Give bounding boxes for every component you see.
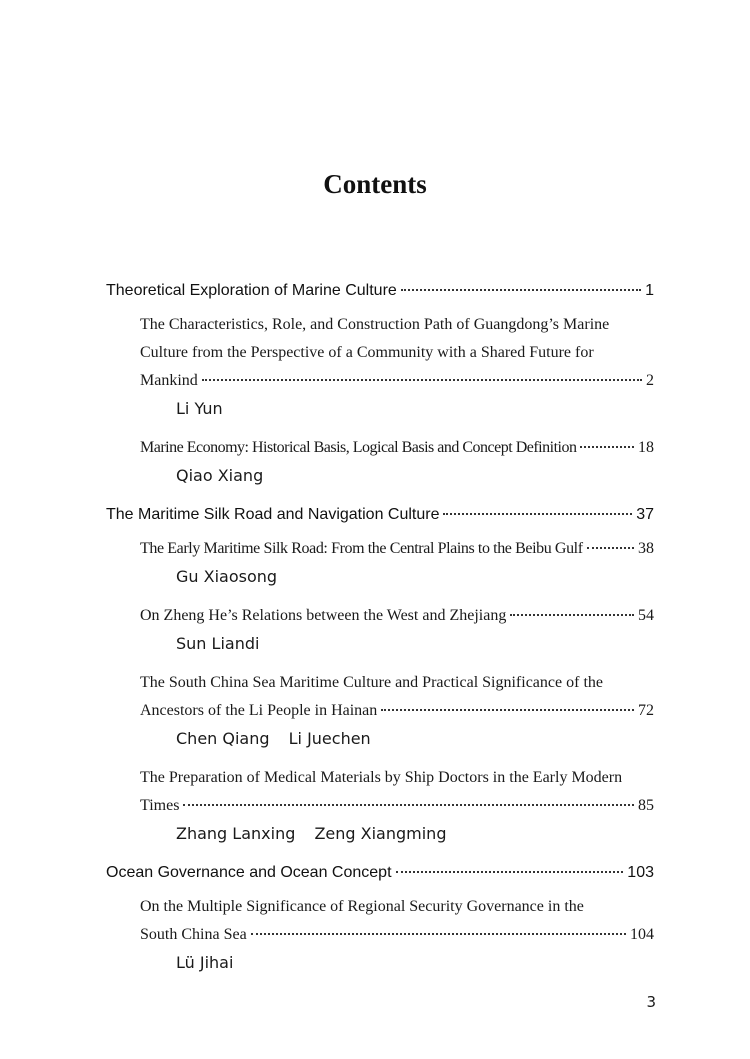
page-number: 3 xyxy=(646,993,656,1011)
article-page-number: 85 xyxy=(638,797,654,814)
author-name: Chen Qiang xyxy=(176,729,270,748)
page-title: Contents xyxy=(323,169,427,199)
article-page-number: 38 xyxy=(638,540,654,557)
article-authors xyxy=(176,952,233,974)
article-title-line: Times xyxy=(140,797,180,814)
toc-article-1-1[interactable] xyxy=(140,370,654,392)
article-authors xyxy=(176,823,446,845)
dot-leader xyxy=(183,804,634,806)
article-title-line: Marine Economy: Historical Basis, Logical Basis and Concept Definition xyxy=(140,439,577,456)
article-title-line: On the Multiple Significance of Regional Security Governance in the xyxy=(140,898,584,915)
dot-leader xyxy=(443,513,632,515)
toc-section-1[interactable] xyxy=(106,280,654,302)
dot-leader xyxy=(587,547,634,549)
section-page-number: 37 xyxy=(636,506,654,523)
section-page-number: 1 xyxy=(645,282,654,299)
author-name: Li Juechen xyxy=(288,729,371,748)
article-title-line: Mankind xyxy=(140,372,198,389)
dot-leader xyxy=(396,871,624,873)
article-authors xyxy=(176,566,277,588)
article-title-line: The Early Maritime Silk Road: From the Central Plains to the Beibu Gulf xyxy=(140,540,583,557)
article-title-line: The Preparation of Medical Materials by Ship Doctors in the Early Modern xyxy=(140,769,623,786)
author-name: Gu Xiaosong xyxy=(176,567,278,586)
section-title: Theoretical Exploration of Marine Culture xyxy=(106,282,397,299)
dot-leader xyxy=(251,933,626,935)
article-page-number: 2 xyxy=(646,372,654,389)
article-page-number: 104 xyxy=(630,926,654,943)
toc-article-1-2[interactable] xyxy=(140,437,654,459)
section-title: The Maritime Silk Road and Navigation Culture xyxy=(106,506,440,523)
author-name: Qiao Xiang xyxy=(176,466,264,485)
toc-article-2-1[interactable] xyxy=(140,538,654,560)
article-page-number: 18 xyxy=(638,439,654,456)
article-title-line: Culture from the Perspective of a Community with a Shared Future for xyxy=(140,344,594,361)
toc-article-2-2[interactable] xyxy=(140,605,654,627)
article-title-line: The South China Sea Maritime Culture and Practical Significance of the xyxy=(140,674,603,691)
toc-article-2-3[interactable] xyxy=(140,700,654,722)
section-page-number: 103 xyxy=(627,864,654,881)
author-name: Sun Liandi xyxy=(176,634,260,653)
toc-article-2-4[interactable] xyxy=(140,795,654,817)
dot-leader xyxy=(381,709,634,711)
article-page-number: 54 xyxy=(638,607,654,624)
toc-section-3[interactable] xyxy=(106,862,654,884)
article-page-number: 72 xyxy=(638,702,654,719)
article-title-line: On Zheng He’s Relations between the West and Zhejiang xyxy=(140,607,507,624)
author-name: Lü Jihai xyxy=(176,953,234,972)
toc-section-2[interactable] xyxy=(106,504,654,526)
dot-leader xyxy=(202,379,642,381)
article-title-line: The Characteristics, Role, and Construction Path of Guangdong’s Marine xyxy=(140,316,610,333)
article-authors xyxy=(176,465,263,487)
author-name: Zeng Xiangming xyxy=(314,824,447,843)
article-authors xyxy=(176,398,223,420)
dot-leader xyxy=(580,446,634,448)
dot-leader xyxy=(401,289,641,291)
dot-leader xyxy=(510,614,634,616)
article-authors xyxy=(176,633,259,655)
article-title-line: South China Sea xyxy=(140,926,247,943)
section-title: Ocean Governance and Ocean Concept xyxy=(106,864,392,881)
article-title-line: Ancestors of the Li People in Hainan xyxy=(140,702,378,719)
author-name: Li Yun xyxy=(176,399,223,418)
article-authors xyxy=(176,728,371,750)
toc-article-3-1[interactable] xyxy=(140,924,654,946)
author-name: Zhang Lanxing xyxy=(176,824,296,843)
